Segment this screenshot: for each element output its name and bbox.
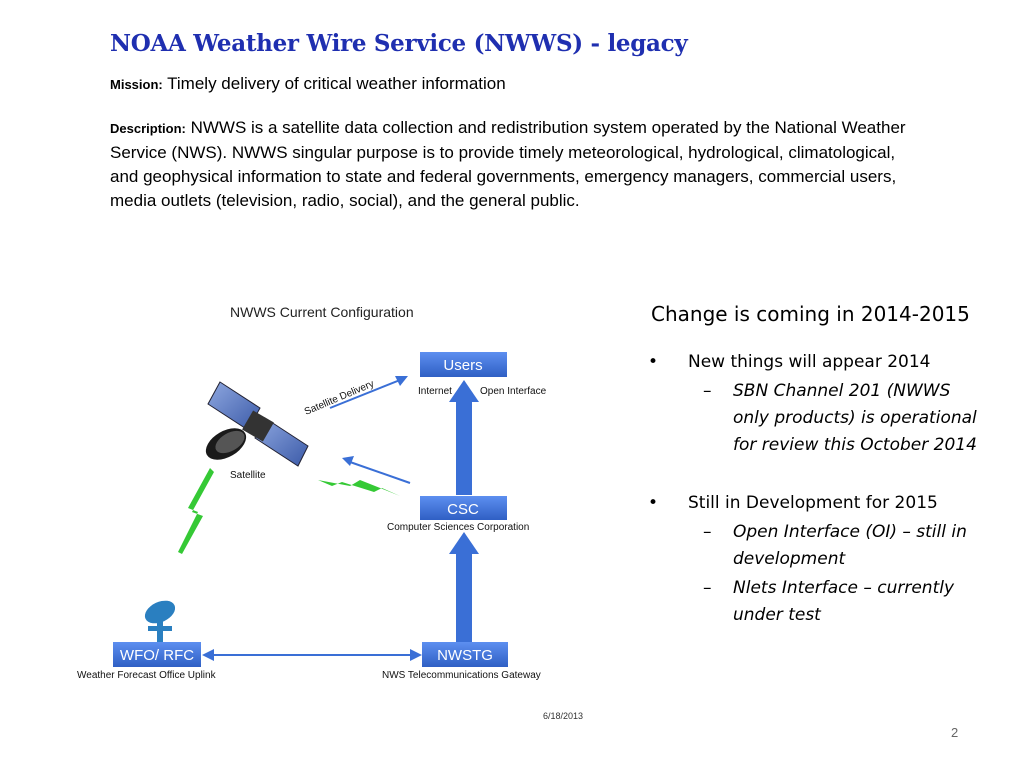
- description-text: NWWS is a satellite data collection and redistribution system operated by the National Weather Service (NWS). NWWS singular purpose is to provide timely meteorological, hydrological, climatological, and geophysical information to state and federal governments, emergency managers, commercial users, media outlets (television, radio, social), and the general public.: [110, 118, 906, 210]
- csc-caption: Computer Sciences Corporation: [387, 522, 530, 533]
- bullet-item: [648, 489, 988, 517]
- sub-bullet-text: Open Interface (OI) – still in development: [733, 522, 967, 569]
- sub-bullet-dash: –: [703, 522, 712, 542]
- csc-to-satellite-arrow: [342, 456, 410, 483]
- bullet-item: [648, 348, 988, 376]
- nwws-configuration-diagram: [60, 290, 620, 730]
- open-interface-label: Open Interface: [480, 386, 547, 397]
- sub-bullet-dash: –: [703, 578, 712, 598]
- uplink-lightning-icon: [178, 468, 214, 554]
- diagram-date: 6/18/2013: [543, 711, 584, 721]
- nwstg-label: NWSTG: [437, 647, 493, 664]
- bullet-text: New things will appear 2014: [688, 352, 931, 372]
- mission-line: [110, 74, 506, 94]
- page-number: 2: [951, 725, 959, 740]
- mission-text: Timely delivery of critical weather information: [167, 74, 506, 93]
- slide-title: NOAA Weather Wire Service (NWWS) - legacy: [110, 30, 688, 57]
- satellite-icon: [200, 382, 308, 466]
- mission-label: Mission:: [110, 77, 163, 92]
- wfo-caption: Weather Forecast Office Uplink: [77, 670, 216, 681]
- change-bullets: [648, 348, 988, 629]
- arrow-csc-to-users: [449, 380, 479, 495]
- diagram-title: NWWS Current Configuration: [230, 304, 414, 320]
- csc-label: CSC: [447, 501, 479, 518]
- satellite-label: Satellite: [230, 470, 266, 481]
- sub-bullet-dash: –: [703, 381, 712, 401]
- arrow-nwstg-to-csc: [449, 532, 479, 642]
- dish-antenna-icon: [141, 596, 178, 642]
- nwstg-caption: NWS Telecommunications Gateway: [382, 670, 541, 681]
- sub-bullet-item: [648, 519, 988, 573]
- sub-bullet-text: Nlets Interface – currently under test: [733, 578, 955, 625]
- csc-lightning-icon: [318, 480, 400, 496]
- change-title: Change is coming in 2014-2015: [651, 302, 970, 326]
- arrow-wfo-nwstg: [202, 649, 422, 661]
- users-label: Users: [443, 357, 483, 374]
- bullet-text: Still in Development for 2015: [688, 493, 938, 513]
- description-label: Description:: [110, 121, 186, 136]
- internet-label: Internet: [418, 386, 452, 397]
- sub-bullet-text: SBN Channel 201 (NWWS only products) is operational for review this October 2014: [733, 381, 977, 455]
- satellite-delivery-label: Satellite Delivery: [302, 378, 376, 418]
- wfo-label: WFO/ RFC: [119, 647, 195, 664]
- bullet-dot: •: [648, 493, 659, 513]
- sub-bullet-item: [648, 575, 988, 629]
- description-block: [110, 116, 910, 213]
- sub-bullet-item: [648, 378, 988, 459]
- bullet-dot: •: [648, 352, 659, 372]
